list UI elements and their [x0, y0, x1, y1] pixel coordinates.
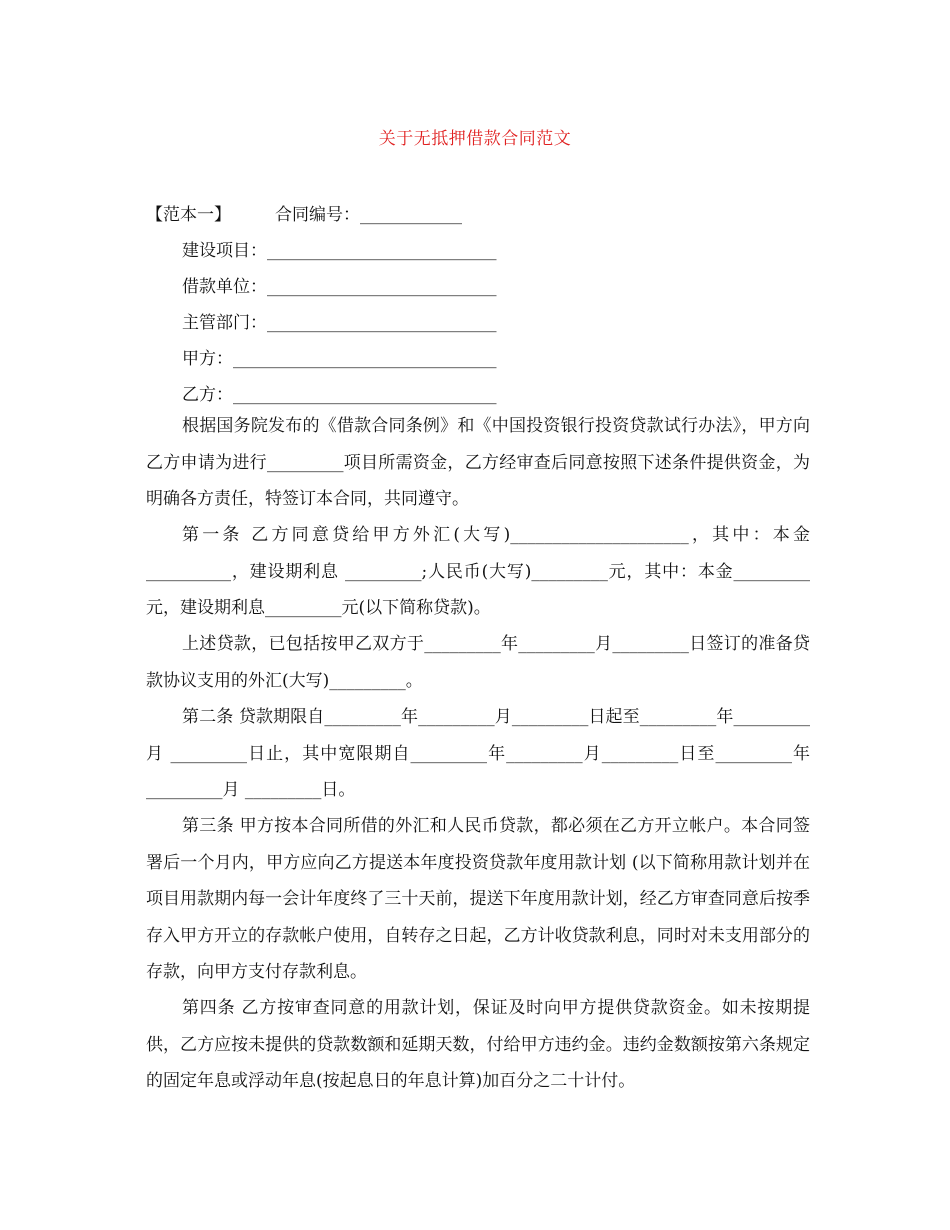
- field-party-a: 甲方：_______________________________: [182, 349, 497, 369]
- field-department: 主管部门：___________________________: [182, 313, 497, 333]
- paragraph-article-1: 第一条 乙方同意贷给甲方外汇(大写)_____________________，其中：本金__________，建设期利息 _________;人民币(大写)_________元，其中：本金_________元，建设期利息_________元(以下简称贷款)。: [146, 525, 810, 618]
- sample-label: 【范本一】: [146, 205, 231, 225]
- paragraph-article-2: 第二条 贷款期限自_________年_________月_________日起至_________年_________月 _________日止，其中宽限期自_________年_________月_________日至_________年_________月 _________日。: [146, 707, 810, 800]
- contract-number-field: 合同编号：____________: [275, 205, 462, 225]
- field-borrower: 借款单位：___________________________: [182, 277, 497, 297]
- paragraph-article-3: 第三条 甲方按本合同所借的外汇和人民币贷款，都必须在乙方开立帐户。本合同签署后一个月内，甲方应向乙方提送本年度投资贷款年度用款计划 (以下简称用款计划并在项目用款期内每一会计年度终了三十天前，提送下年度用款计划，经乙方审查同意后按季存入甲方开立的存款帐户使用，自转存之日起，乙方计收贷款利息，同时对未支用部分的存款，向甲方支付存款利息。: [146, 816, 810, 982]
- paragraph-loan-note: 上述贷款，已包括按甲乙双方于_________年_________月_________日签订的准备贷款协议支用的外汇(大写)_________。: [146, 634, 810, 691]
- field-project: 建设项目：___________________________: [182, 241, 497, 261]
- paragraph-article-4: 第四条 乙方按审查同意的用款计划，保证及时向甲方提供贷款资金。如未按期提供，乙方应按未提供的贷款数额和延期天数，付给甲方违约金。违约金数额按第六条规定的固定年息或浮动年息(按起息日的年息计算)加百分之二十计付。: [146, 998, 810, 1091]
- field-party-b: 乙方：_______________________________: [182, 385, 497, 405]
- document-title: 关于无抵押借款合同范文: [378, 129, 572, 149]
- paragraph-intro: 根据国务院发布的《借款合同条例》和《中国投资银行投资贷款试行办法》，甲方向乙方申请为进行_________项目所需资金，乙方经审查后同意按照下述条件提供资金，为明确各方责任，特签订本合同，共同遵守。: [146, 416, 810, 509]
